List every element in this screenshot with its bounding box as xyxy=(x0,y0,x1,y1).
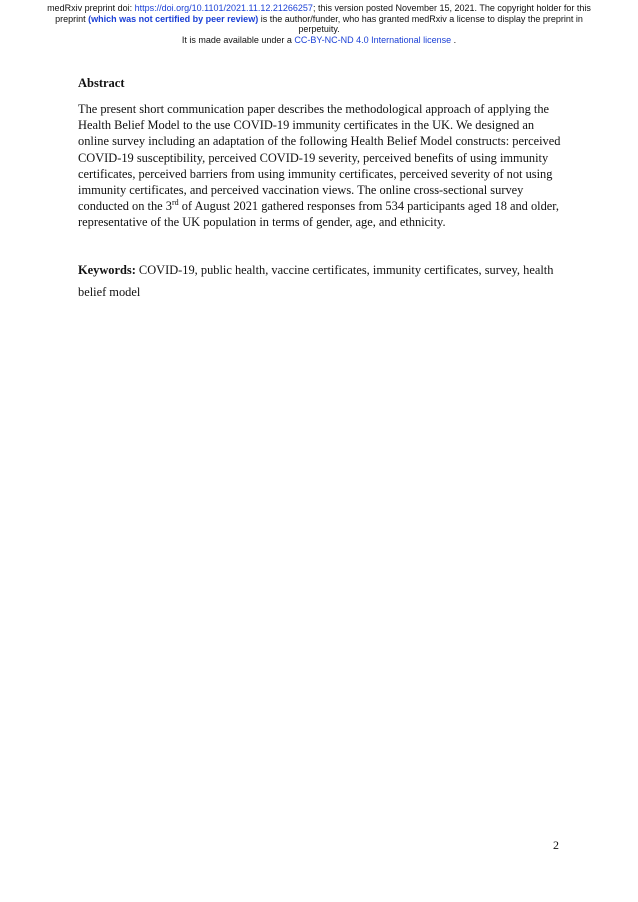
preprint-header xyxy=(10,3,628,45)
header-period: . xyxy=(451,34,457,45)
header-available-text: It is made available under a xyxy=(181,34,295,45)
keywords-paragraph xyxy=(78,259,568,303)
header-line-3: perpetuity. xyxy=(298,24,340,34)
peer-review-note: (which was not certified by peer review) xyxy=(88,13,259,24)
keywords-label: Keywords: xyxy=(78,263,136,277)
abstract-body xyxy=(78,101,568,231)
abstract-text-part-2: of August 2021 gathered responses from 534 participants aged 18 and older, representative of the UK population in terms of gender, age, and ethnicity. xyxy=(78,199,560,230)
header-doi-prefix: medRxiv preprint doi: xyxy=(47,3,135,13)
keywords-list: COVID-19, public health, vaccine certificates, immunity certificates, survey, health belief model xyxy=(78,263,554,299)
doi-link[interactable]: https://doi.org/10.1101/2021.11.12.21266257 xyxy=(134,3,313,13)
header-posted-text: ; this version posted November 15, 2021. The copyright holder for this xyxy=(312,3,591,13)
abstract-text-part-1: The present short communication paper describes the methodological approach of applying the Health Belief Model to the use COVID-19 immunity certificates in the UK. We designed an online survey including an adaptation of the following Health Belief Model constructs: perceived COVID-19 susceptibility, perceived COVID-19 severity, perceived benefits of using immunity certificates, perceived barriers from using immunity certificates, perceived severity of not using immunity certificates, and perceived vaccination views. The online cross-sectional survey conducted on the 3 xyxy=(78,102,561,214)
license-link[interactable]: CC-BY-NC-ND 4.0 International license xyxy=(294,34,452,45)
abstract-heading: Abstract xyxy=(78,76,125,90)
header-line-1 xyxy=(10,3,628,14)
page-number: 2 xyxy=(553,838,559,852)
header-line-4 xyxy=(10,35,628,46)
header-line-2 xyxy=(10,14,628,25)
ordinal-superscript: rd xyxy=(171,198,179,208)
header-license-text: is the author/funder, who has granted medRxiv a license to display the preprint in xyxy=(258,13,583,24)
header-preprint-word: preprint xyxy=(55,13,89,24)
